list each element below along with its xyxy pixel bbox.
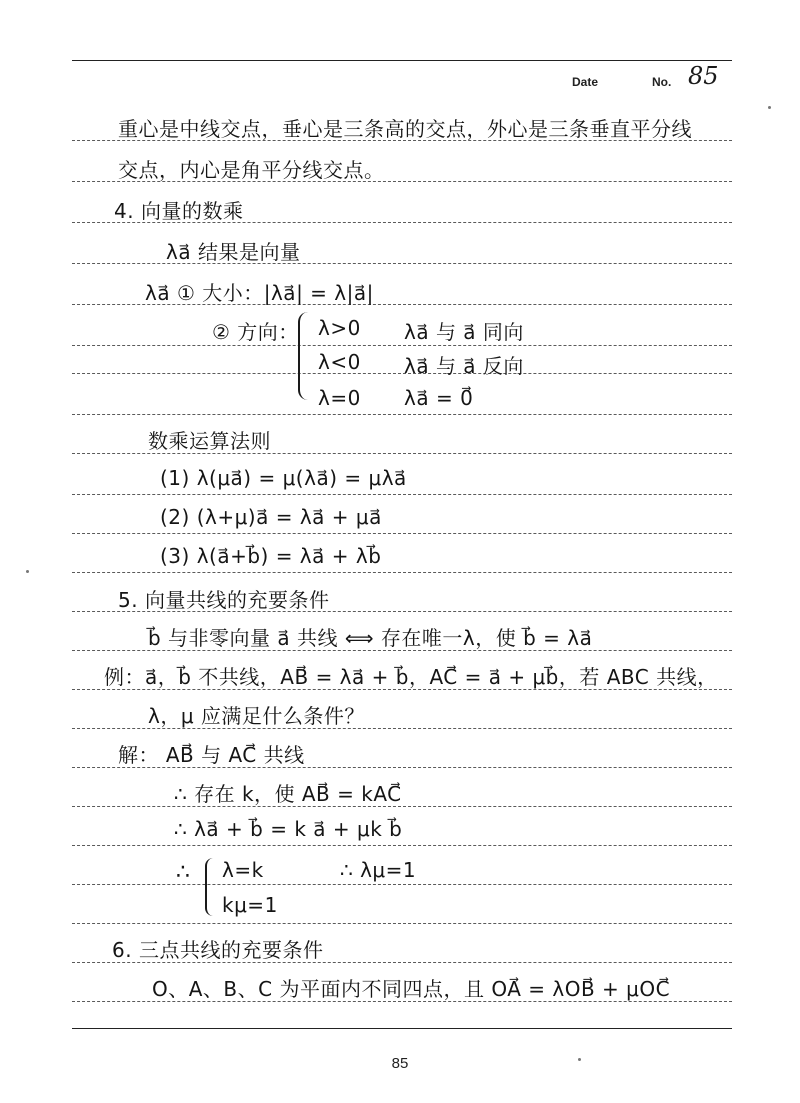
system-equation: kμ=1 xyxy=(222,893,278,917)
ruled-line xyxy=(72,494,732,495)
case-result: λa⃗ 与 a⃗ 反向 xyxy=(404,354,524,378)
printed-page-number: 85 xyxy=(391,1055,409,1072)
ruled-line xyxy=(72,572,732,573)
footer-rule xyxy=(72,1028,732,1029)
note-line: 交点，内心是角平分线交点。 xyxy=(118,158,385,182)
ruled-line xyxy=(72,373,732,374)
system-equation: λ=k xyxy=(222,858,264,882)
scan-speck xyxy=(768,106,771,109)
note-line: λa⃗ 结果是向量 xyxy=(166,240,301,264)
handwritten-page-number: 85 xyxy=(688,62,719,90)
note-line: O、A、B、C 为平面内不同四点，且 OA⃗ = λOB⃗ + μOC⃗ xyxy=(152,977,671,1001)
direction-label: ② 方向： xyxy=(212,320,299,344)
rule-item: (3) λ(a⃗+b⃗) = λa⃗ + λb⃗ xyxy=(160,544,382,568)
section-heading: 5. 向量共线的充要条件 xyxy=(118,588,330,612)
section-heading: 6. 三点共线的充要条件 xyxy=(112,938,324,962)
ruled-line xyxy=(72,884,732,885)
ruled-line xyxy=(72,806,732,807)
case-condition: λ>0 xyxy=(318,316,361,340)
note-line: 重心是中线交点，垂心是三条高的交点，外心是三条垂直平分线 xyxy=(118,117,692,141)
case-brace xyxy=(298,312,312,400)
solution-line: ∴ 存在 k，使 AB⃗ = kAC⃗ xyxy=(174,782,402,806)
ruled-line xyxy=(72,414,732,415)
date-label: Date xyxy=(572,75,599,89)
ruled-line xyxy=(72,845,732,846)
system-brace xyxy=(205,858,217,916)
solution-result: ∴ λμ=1 xyxy=(340,858,417,882)
example-line: 例：a⃗，b⃗ 不共线，AB⃗ = λa⃗ + b⃗，AC⃗ = a⃗ + μb⃗，若 ABC 共线， xyxy=(104,665,718,689)
note-line: λa⃗ ① 大小：|λa⃗| = λ|a⃗| xyxy=(145,281,374,305)
scan-speck xyxy=(26,570,29,573)
case-result: λa⃗ 与 a⃗ 同向 xyxy=(404,320,524,344)
case-condition: λ=0 xyxy=(318,386,361,410)
rule-item: (2) (λ+μ)a⃗ = λa⃗ + μa⃗ xyxy=(160,505,382,529)
header-rule xyxy=(72,60,732,61)
therefore-mark: ∴ xyxy=(176,860,191,885)
example-line: λ，μ 应满足什么条件？ xyxy=(148,704,365,728)
ruled-line xyxy=(72,345,732,346)
ruled-line xyxy=(72,923,732,924)
case-condition: λ<0 xyxy=(318,350,361,374)
rule-item: (1) λ(μa⃗) = μ(λa⃗) = μλa⃗ xyxy=(160,466,407,490)
number-label: No. xyxy=(652,75,672,89)
solution-line: 解： AB⃗ 与 AC⃗ 共线 xyxy=(118,743,305,767)
subsection-heading: 数乘运算法则 xyxy=(148,429,271,453)
note-line: b⃗ 与非零向量 a⃗ 共线 ⟺ 存在唯一λ，使 b⃗ = λa⃗ xyxy=(148,626,593,650)
ruled-line xyxy=(72,533,732,534)
case-result: λa⃗ = 0⃗ xyxy=(404,386,474,410)
solution-line: ∴ λa⃗ + b⃗ = k a⃗ + μk b⃗ xyxy=(174,817,403,841)
section-heading: 4. 向量的数乘 xyxy=(114,199,244,223)
scan-speck xyxy=(578,1058,581,1061)
